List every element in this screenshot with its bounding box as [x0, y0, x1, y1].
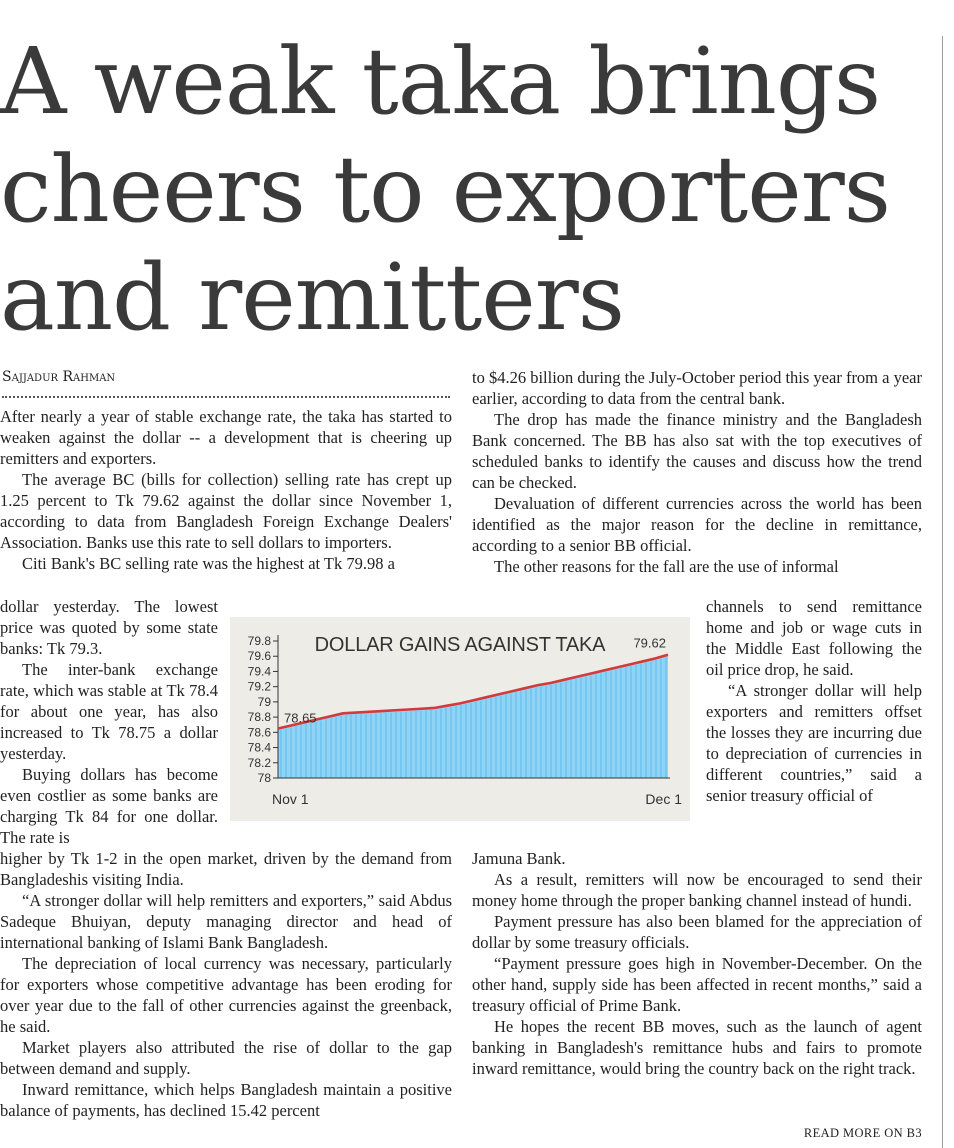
paragraph: “A stronger dollar will help remitters and exporters,” said Abdus Sadeque Bhuiyan, deputy managing director and head of international banking of Islami Bank Bangladesh. [0, 891, 452, 952]
byline: Sajjadur Rahman [2, 369, 116, 385]
headline-line-3: and remitters [0, 244, 624, 351]
paragraph: The depreciation of local currency was necessary, particularly for exporters whose competitive advantage has been eroding for over year due to the fall of other currencies against the greenback, he said. [0, 954, 452, 1036]
chart-y-tick-label: 78.4 [247, 740, 271, 755]
chart-y-tick-label: 78.6 [247, 725, 271, 740]
chart-x-tick-label: Nov 1 [272, 791, 309, 807]
paragraph: higher by Tk 1-2 in the open market, driven by the demand from Bangladeshis visiting India. [0, 849, 452, 889]
chart-y-tick-label: 79.8 [247, 634, 271, 648]
paragraph: Payment pressure has also been blamed for the appreciation of dollar by some treasury officials. [472, 912, 922, 952]
paragraph: Jamuna Bank. [472, 849, 566, 868]
column-rule [942, 36, 943, 1148]
read-more-label: READ MORE ON B3 [803, 1126, 922, 1140]
chart-y-tick-label: 78 [257, 771, 271, 785]
paragraph: As a result, remitters will now be encouraged to send their money home through the proper banking channel instead of hundi. [472, 870, 922, 910]
paragraph: “Payment pressure goes high in November-December. On the other hand, supply side has been affected in recent months,” said a treasury official of Prime Bank. [472, 954, 922, 1015]
article-column-left-bottom [0, 848, 452, 1121]
article-column-right-wrap [706, 596, 922, 806]
paragraph: After nearly a year of stable exchange rate, the taka has started to weaken against the dollar -- a development that is cheering up remitters and exporters. [0, 407, 452, 468]
paragraph: channels to send remittance home and job or wage cuts in the Middle East following the oil price drop, he said. [706, 597, 922, 679]
byline-divider [2, 396, 450, 398]
paragraph: Market players also attributed the rise of dollar to the gap between demand and supply. [0, 1038, 452, 1078]
paragraph: dollar yesterday. The lowest price was quoted by some state banks: Tk 79.3. [0, 597, 218, 658]
paragraph: “A stronger dollar will help exporters and remitters offset the losses they are incurring due to depreciation of currencies in different countries,” said a senior treasury official of [706, 681, 922, 805]
article-column-right-bottom [472, 848, 922, 1079]
chart-data-label: 78.65 [284, 710, 317, 726]
paragraph: to $4.26 billion during the July-October period this year from a year earlier, according to data from the central bank. [472, 368, 922, 408]
paragraph: The average BC (bills for collection) selling rate has crept up 1.25 percent to Tk 79.62 against the dollar since November 1, according to data from Bangladesh Foreign Exchange Dealers' Association. Banks use this rate to sell dollars to importers. [0, 470, 452, 552]
paragraph: Buying dollars has become even costlier as some banks are charging Tk 84 for one dollar. The rate is [0, 765, 218, 847]
chart-y-tick-label: 78.8 [247, 710, 271, 725]
headline-line-2: cheers to exporters [0, 136, 890, 243]
paragraph: Citi Bank's BC selling rate was the highest at Tk 79.98 a [22, 554, 395, 573]
chart-y-tick-label: 79.2 [247, 679, 271, 694]
paragraph: The inter-bank exchange rate, which was stable at Tk 78.4 for about one year, has also increased to Tk 78.75 a dollar yesterday. [0, 660, 218, 763]
chart-y-tick-label: 79.6 [247, 649, 271, 664]
paragraph: Inward remittance, which helps Bangladesh maintain a positive balance of payments, has declined 15.42 percent [0, 1080, 452, 1120]
article-column-left-wrap [0, 596, 218, 848]
chart-x-tick-label: Dec 1 [645, 791, 682, 807]
chart-canvas [230, 617, 690, 821]
paragraph: The other reasons for the fall are the use of informal [494, 557, 839, 576]
chart-title: DOLLAR GAINS AGAINST TAKA [314, 634, 606, 656]
headline-line-1: A weak taka brings [0, 28, 881, 135]
chart-y-tick-label: 79.4 [247, 664, 271, 679]
article-column-left-top [0, 406, 452, 574]
article-column-right-top [472, 367, 922, 577]
chart-data-label: 79.62 [633, 635, 666, 651]
exchange-rate-chart [230, 617, 690, 821]
paragraph: He hopes the recent BB moves, such as the launch of agent banking in Bangladesh's remittance hubs and fairs to promote inward remittance, would bring the country back on the right track. [472, 1017, 922, 1078]
chart-y-tick-label: 79 [257, 694, 271, 709]
chart-y-tick-label: 78.2 [247, 755, 271, 770]
paragraph: Devaluation of different currencies across the world has been identified as the major reason for the decline in remittance, according to a senior BB official. [472, 494, 922, 555]
paragraph: The drop has made the finance ministry and the Bangladesh Bank concerned. The BB has also sat with the top executives of scheduled banks to identify the causes and discuss how the trend can be checked. [472, 410, 922, 492]
